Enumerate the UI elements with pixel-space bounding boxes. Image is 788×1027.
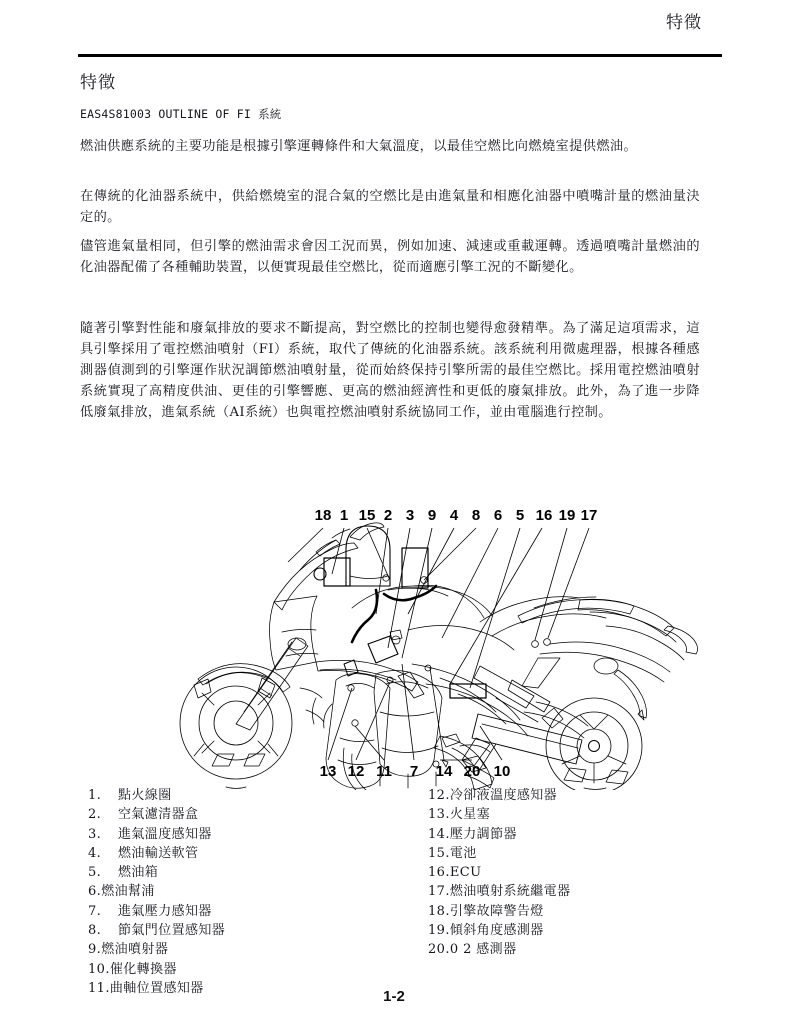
legend-item-label: 空氣濾清器盒: [118, 807, 199, 823]
legend-column-right: [428, 786, 728, 960]
legend-item-number: 18.: [428, 903, 450, 919]
legend-item-number: 7.: [88, 903, 102, 919]
callout-top-6: 9: [427, 507, 437, 524]
legend-item-number: 1.: [88, 788, 102, 803]
callout-top-11: 16: [535, 507, 553, 524]
legend-column-left: [88, 786, 388, 998]
callout-top-7: 4: [449, 507, 459, 524]
callout-bottom-1: 13: [319, 763, 337, 780]
legend-item-number: 19.: [428, 923, 450, 939]
callout-top-9: 6: [493, 507, 503, 524]
motorcycle-line-drawing: [140, 498, 740, 790]
legend-item-4: [88, 844, 388, 863]
callout-top-3: 15: [358, 507, 376, 524]
legend-item-14: [428, 825, 728, 844]
legend-item-label: 進氣壓力感知器: [118, 903, 212, 919]
header-divider-rule: [78, 54, 722, 57]
fi-system-diagram: [140, 498, 740, 790]
legend-item-9: [88, 940, 388, 959]
callout-top-13: 17: [580, 507, 598, 524]
legend-item-label: 引擎故障警告燈: [449, 903, 544, 919]
callout-bottom-3: 11: [376, 763, 392, 780]
legend-item-10: [88, 960, 388, 979]
legend-item-label: 傾斜角度感測器: [449, 923, 544, 939]
legend-item-18: [428, 902, 728, 921]
legend-item-number: 15.: [428, 845, 450, 861]
legend-item-label: 燃油幫浦: [101, 884, 155, 900]
callout-bottom-6: 20: [463, 763, 481, 780]
callout-bottom-4: 7: [409, 763, 419, 780]
legend-item-6: [88, 882, 388, 901]
legend-item-number: 9.: [88, 942, 102, 958]
legend-item-number: 13.: [428, 807, 450, 823]
callout-top-5: 3: [405, 507, 415, 524]
legend-item-label: 燃油噴射系統繼電器: [449, 884, 571, 900]
legend-item-label: 冷卻液溫度感知器: [449, 788, 558, 803]
legend-item-17: [428, 882, 728, 901]
legend-item-15: [428, 844, 728, 863]
legend-item-13: [428, 805, 728, 824]
callout-bottom-5: 14: [435, 763, 453, 780]
legend-item-16: [428, 863, 728, 882]
legend-item-number: 14.: [428, 826, 450, 842]
legend-item-number: 8.: [88, 923, 102, 939]
legend-item-number: 12.: [428, 788, 450, 803]
callout-top-8: 8: [471, 507, 481, 524]
legend-item-8: [88, 921, 388, 940]
legend-item-number: 4.: [88, 845, 102, 861]
legend-item-5: [88, 863, 388, 882]
legend-item-number: 6.: [88, 884, 102, 900]
legend-item-1: [88, 786, 388, 805]
legend-item-label: 曲軸位置感知器: [109, 980, 204, 996]
leader-lines-top: [288, 528, 589, 688]
legend-item-number: 10.: [88, 961, 110, 977]
page-number-footer: 1-2: [383, 988, 405, 1005]
callout-top-12: 19: [558, 507, 576, 524]
legend-item-label: 燃油噴射器: [101, 942, 169, 958]
callout-bottom-2: 12: [347, 763, 365, 780]
callout-top-4: 2: [383, 507, 393, 524]
legend-item-label: 0 2 感測器: [449, 942, 517, 958]
callout-top-2: 1: [339, 507, 349, 524]
body-paragraph-1: 燃油供應系統的主要功能是根據引擎運轉條件和大氣溫度，以最佳空燃比向燃燒室提供燃油。: [80, 139, 638, 154]
legend-item-label: 催化轉換器: [109, 961, 177, 977]
legend-item-label: 壓力調節器: [449, 826, 517, 842]
callout-top-10: 5: [515, 507, 525, 524]
legend-item-label: 點火線圈: [118, 788, 172, 803]
legend-item-label: ECU: [449, 865, 482, 881]
legend-item-7: [88, 902, 388, 921]
body-paragraph-2: 在傳統的化油器系統中，供給燃燒室的混合氣的空燃比是由進氣量和相應化油器中噴嘴計量的燃油量決定的。: [80, 189, 700, 225]
legend-item-2: [88, 805, 388, 824]
motorcycle-outline-group: [180, 523, 698, 790]
legend-item-label: 火星塞: [449, 807, 491, 823]
legend-item-12: [428, 786, 728, 805]
legend-item-number: 5.: [88, 865, 102, 881]
legend-item-number: 17.: [428, 884, 450, 900]
legend-item-label: 燃油輸送軟管: [118, 845, 199, 861]
page-running-header: 特徵: [666, 13, 702, 33]
legend-item-number: 16.: [428, 865, 450, 881]
callout-numbers-top: [315, 507, 598, 524]
eas-reference-code: EAS4S81003 OUTLINE OF FI 系統: [80, 107, 282, 121]
body-paragraph-4: 隨著引擎對性能和廢氣排放的要求不斷提高，對空燃比的控制也變得愈發精準。為了滿足這項需求，這具引擎採用了電控燃油噴射（FI）系統，取代了傳統的化油器系統。該系統利用微處理器，根據各種感測器偵測到的引擎運作狀況調節燃油噴射量，從而始終保持引擎所需的最佳空燃比。採用電控燃油噴射系統實現了高精度供油、更佳的引擎響應、更高的燃油經濟性和更低的廢氣排放。此外，為了進一步降低廢氣排放，進氣系統（AI系統）也與電控燃油噴射系統協同工作，並由電腦進行控制。: [80, 321, 700, 420]
callout-bottom-7: 10: [493, 763, 511, 780]
legend-item-number: 11.: [88, 980, 110, 996]
body-paragraph-3: 儘管進氣量相同，但引擎的燃油需求會因工況而異，例如加速、減速或重載運轉。透過噴嘴計量燃油的化油器配備了各種輔助裝置，以便實現最佳空燃比，從而適應引擎工況的不斷變化。: [80, 239, 700, 275]
legend-item-label: 進氣溫度感知器: [118, 826, 212, 842]
legend-item-20: [428, 940, 728, 959]
callout-top-1: 18: [314, 507, 332, 524]
legend-item-3: [88, 825, 388, 844]
legend-item-label: 節氣門位置感知器: [118, 923, 226, 939]
section-title: 特徵: [80, 73, 116, 93]
legend-item-19: [428, 921, 728, 940]
legend-item-label: 燃油箱: [118, 865, 159, 881]
legend-item-number: 3.: [88, 826, 102, 842]
legend-item-number: 20.: [428, 942, 450, 958]
legend-item-number: 2.: [88, 807, 102, 823]
legend-item-label: 電池: [449, 845, 477, 861]
